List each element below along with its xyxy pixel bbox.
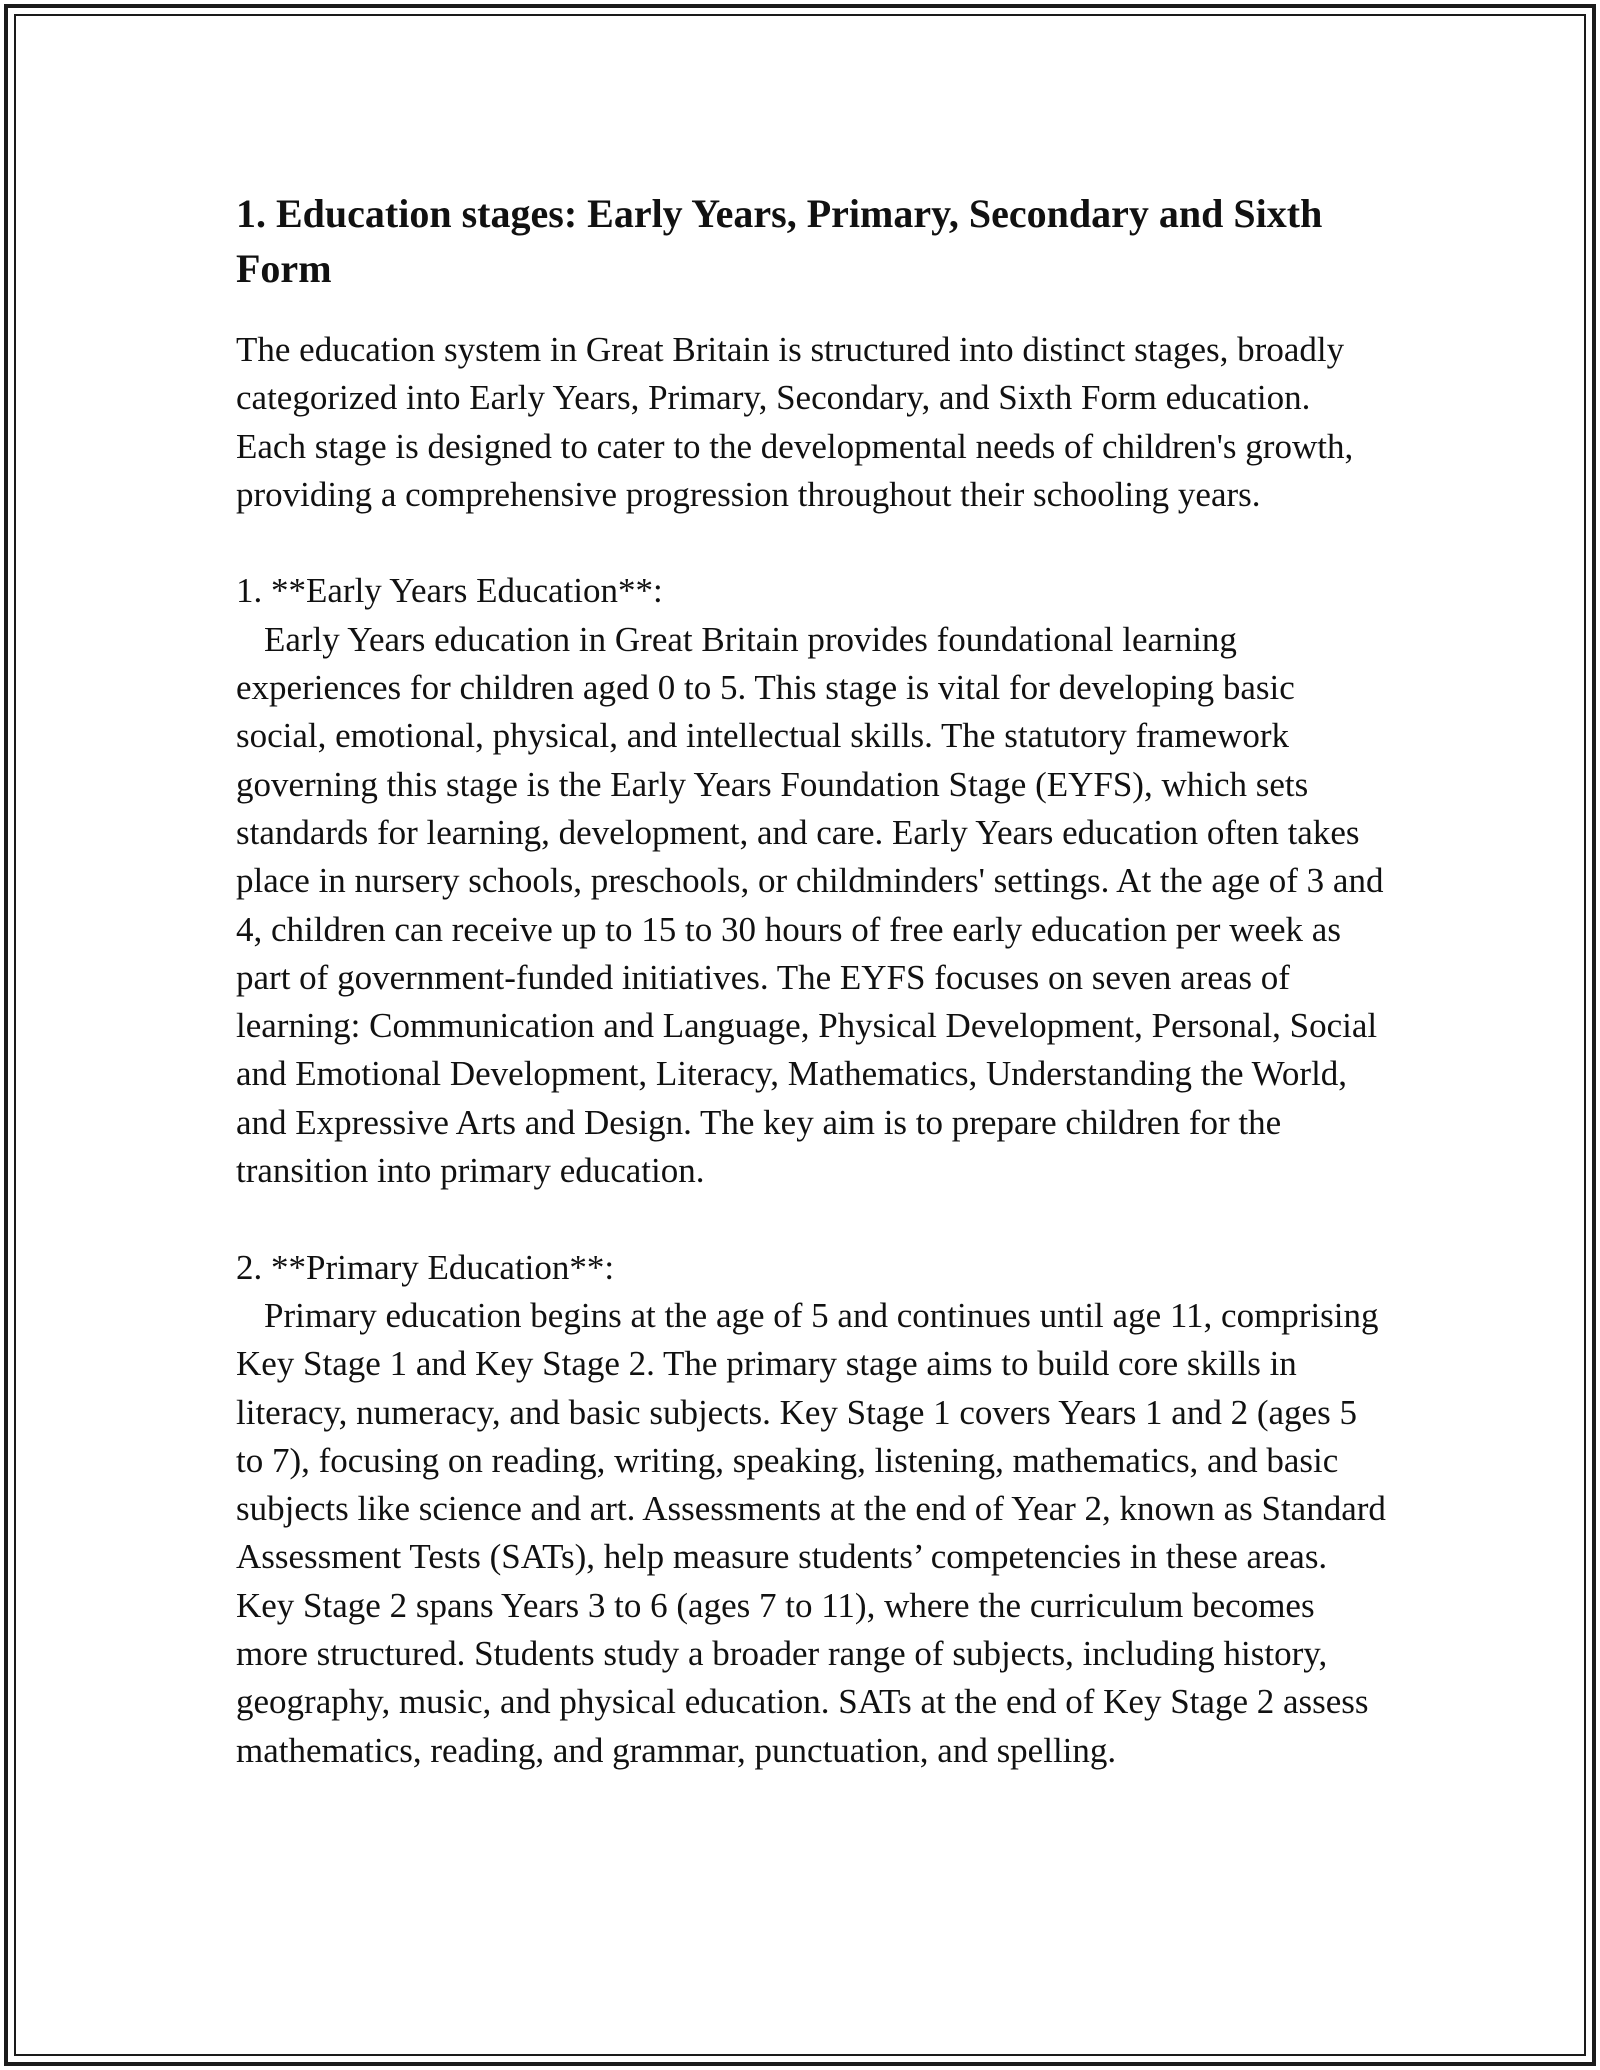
early-years-title: 1. **Early Years Education**: bbox=[236, 571, 663, 611]
primary-title: 2. **Primary Education**: bbox=[236, 1247, 615, 1287]
intro-paragraph: The education system in Great Britain is structured into distinct stages, broadly categorized into Early Years, Primary, Secondary, and Sixth Form education. Each stage is designed to cater to the developmental needs of children's growth, providing a comprehensive progression throughout their schooling years. bbox=[236, 330, 1354, 514]
section-heading: 1. Education stages: Early Years, Primary, Secondary and Sixth Form bbox=[236, 191, 1323, 291]
paragraph-spacer bbox=[236, 519, 1386, 567]
paragraph-spacer bbox=[236, 1195, 1386, 1243]
early-years-paragraph: Early Years education in Great Britain provides foundational learning experiences for children aged 0 to 5. This stage is vital for developing basic social, emotional, physical, and intellectual skills. The statutory framework governing this stage is the Early Years Foundation Stage (EYFS), which sets standards for learning, development, and care. Early Years education often takes place in nursery schools, preschools, or childminders' settings. At the age of 3 and 4, children can receive up to 15 to 30 hours of free early education per week as part of government-funded initiatives. The EYFS focuses on seven areas of learning: Communication and Language, Physical Development, Personal, Social and Emotional Development, Literacy, Mathematics, Understanding the World, and Expressive Arts and Design. The key aim is to prepare children for the transition into primary education. bbox=[236, 619, 1384, 1191]
document-page bbox=[236, 186, 1386, 1775]
primary-paragraph: Primary education begins at the age of 5 and continues until age 11, comprising Key Stage 1 and Key Stage 2. The primary stage aims to build core skills in literacy, numeracy, and basic subjects. Key Stage 1 covers Years 1 and 2 (ages 5 to 7), focusing on reading, writing, speaking, listening, mathematics, and basic subjects like science and art. Assessments at the end of Year 2, known as Standard Assessment Tests (SATs), help measure students’ competencies in these areas. Key Stage 2 spans Years 3 to 6 (ages 7 to 11), where the curriculum becomes more structured. Students study a broader range of subjects, including history, geography, music, and physical education. SATs at the end of Key Stage 2 assess mathematics, reading, and grammar, punctuation, and spelling. bbox=[236, 1295, 1386, 1770]
